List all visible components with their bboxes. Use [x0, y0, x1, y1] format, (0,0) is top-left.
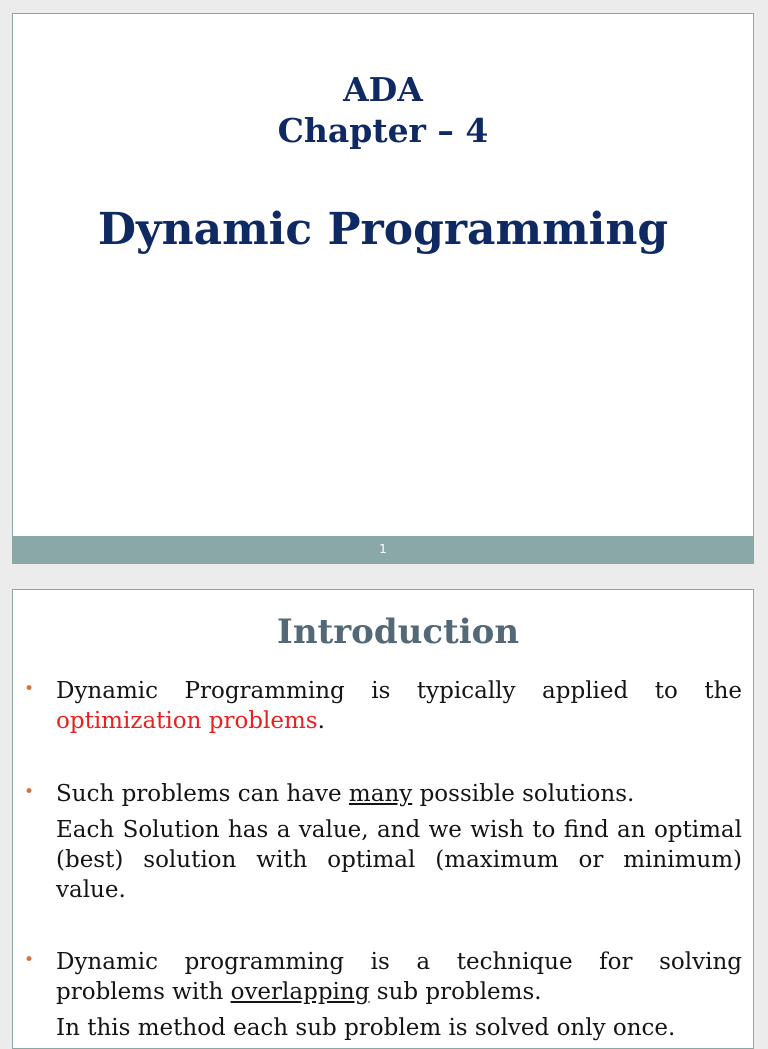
bullet-text-part: Such problems can have: [56, 781, 349, 807]
bullet-text: [56, 779, 742, 809]
bullet-dot-icon: •: [24, 679, 35, 699]
bullet-continuation: In this method each sub problem is solved only once.: [56, 1015, 676, 1041]
bullet-continuation: Each Solution has a value, and we wish to find an optimal (best) solution with optimal (maximum or minimum) value.: [56, 817, 742, 903]
bullet-text: [56, 676, 742, 736]
underlined-term: many: [348, 781, 413, 807]
bullet-item: [24, 779, 742, 905]
slide-main-title: Dynamic Programming: [97, 204, 669, 255]
bullet-text-part: Dynamic programming is a technique for solving problems with: [56, 949, 742, 1005]
slide-title: [12, 13, 754, 564]
bullet-text: [56, 947, 742, 1007]
bullet-item: [24, 947, 742, 1043]
highlighted-term: optimization problems: [56, 708, 318, 734]
bullet-text-part: possible solutions.: [412, 781, 635, 807]
slide-footer-bar: [13, 536, 753, 563]
bullet-text-part: .: [317, 708, 325, 734]
bullet-text-part: sub problems.: [369, 979, 542, 1005]
bullet-dot-icon: •: [24, 950, 35, 970]
slide-introduction: [12, 589, 754, 1049]
chapter-label: Chapter – 4: [277, 111, 489, 150]
bullet-text-part: Dynamic Programming is typically applied to the: [56, 678, 742, 704]
page-number: 1: [379, 542, 387, 556]
course-name: ADA: [343, 70, 423, 109]
slide-heading: Introduction: [276, 612, 520, 652]
bullet-dot-icon: •: [24, 782, 35, 802]
underlined-term: overlapping: [230, 979, 370, 1005]
bullet-item: [24, 676, 742, 736]
